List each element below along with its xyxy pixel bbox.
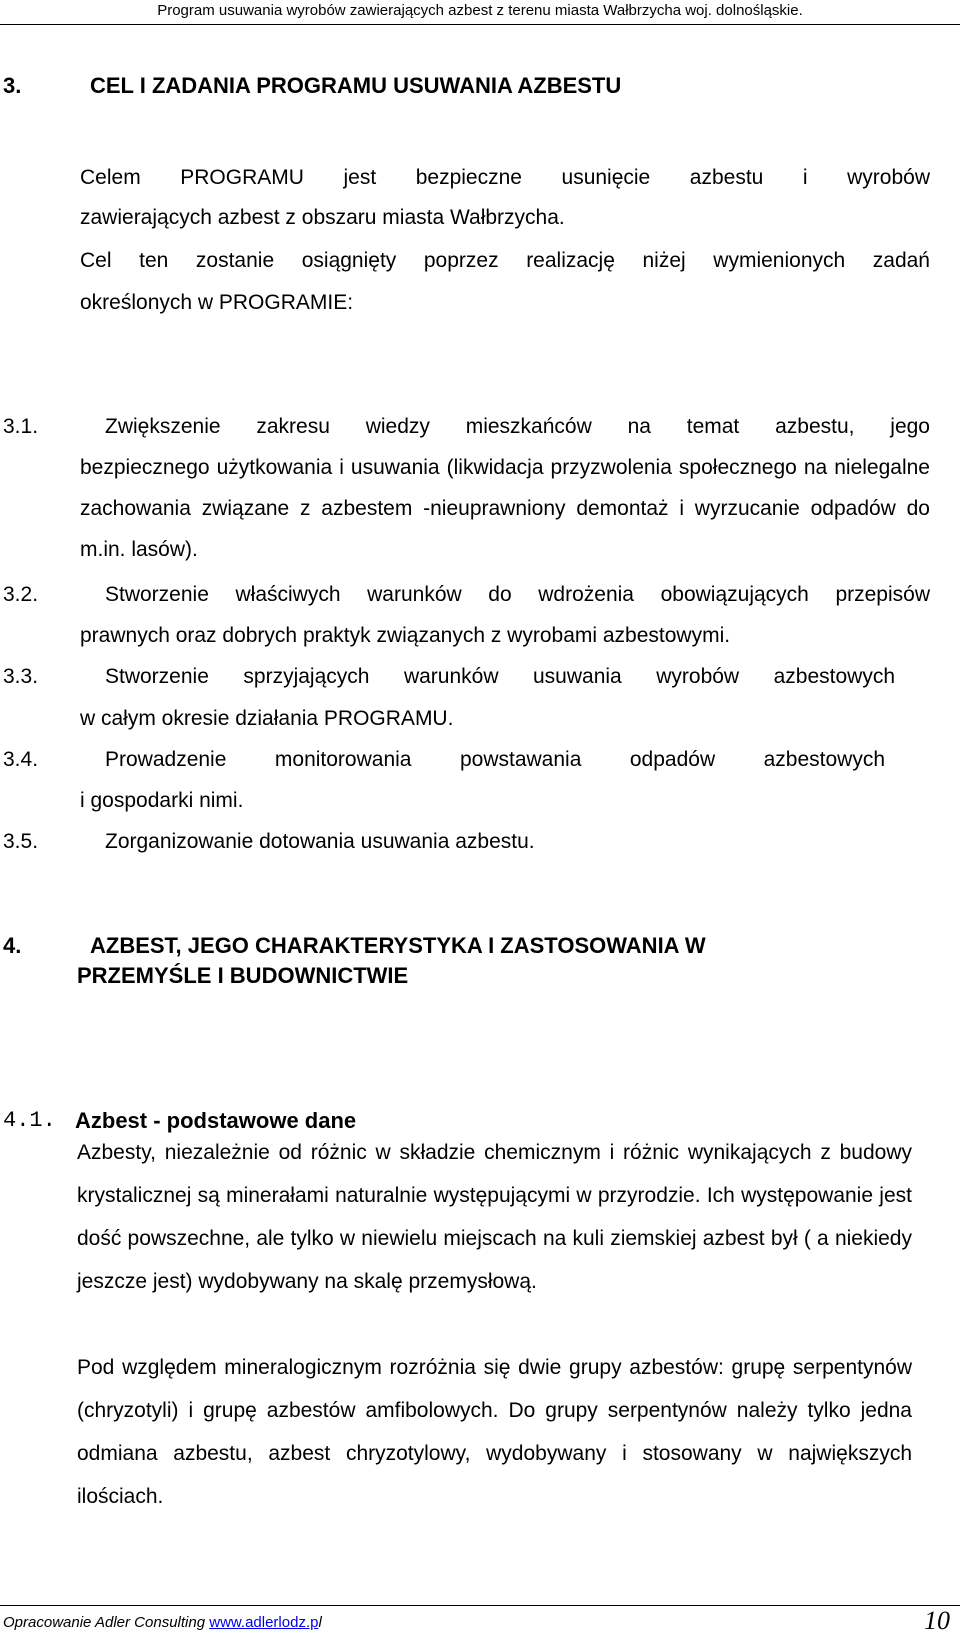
paragraph-azbesty: Azbesty, niezależnie od różnic w składzie chemicznym i różnic wynikających z budowy krystalicznej są minerałami naturalnie występującymi w przyrodzie. Ich występowanie jest dość powszechne, ale tylko w niewielu miejscach na kuli ziemskiej azbest był ( a niekiedy jeszcze jest) wydobywany na skalę przemysłową. [77,1141,912,1293]
section-4-title-line-1: AZBEST, JEGO CHARAKTERYSTYKA I ZASTOSOWANIA W [90,933,706,958]
header-divider [0,24,960,25]
paragraph-mineralogia: Pod względem mineralogicznym rozróżnia się dwie grupy azbestów: grupę serpentynów (chryzotyli) i grupę azbestów amfibolowych. Do grupy serpentynów należy tylko jedna odmiana azbestu, azbest chryzotylowy, wydobywany i stosowany w największych ilościach. [77,1356,912,1508]
page-header [0,0,960,26]
subsection-4-1-number: 4.1. [3,1108,56,1133]
footer-credit-text: Opracowanie Adler Consulting [3,1614,210,1631]
section-4-title-line-2: PRZEMYŚLE I BUDOWNICTWIE [77,963,409,988]
item-3-4-number: 3.4. [3,748,39,771]
item-3-3-rest: w całym okresie działania PROGRAMU. [80,707,454,730]
item-3-2-rest: prawnych oraz dobrych praktyk związanych z wyrobami azbestowymi. [80,624,731,647]
intro-line-2: zawierających azbest z obszaru miasta Wałbrzycha. [80,206,565,229]
item-3-2-first-line: Stworzenie właściwych warunków do wdrożenia obowiązujących przepisów [105,583,930,606]
item-3-5-number: 3.5. [3,830,39,853]
section-4-number: 4. [3,933,22,958]
intro-line-1: Celem PROGRAMU jest bezpieczne usunięcie azbestu i wyrobów [80,166,930,189]
footer-divider [0,1605,960,1606]
footer-website-link[interactable]: www.adlerlodz.p [209,1614,319,1631]
item-3-1-rest: bezpiecznego użytkowania i usuwania (likwidacja przyzwolenia społecznego na nielegalne zachowania związane z azbestem -nieuprawniony demontaż i wyrzucanie odpadów do m.in. lasów). [80,456,930,561]
item-3-3-first-line: Stworzenie sprzyjających warunków usuwania wyrobów azbestowych [105,665,895,688]
section-3-title: CEL I ZADANIA PROGRAMU USUWANIA AZBESTU [90,73,622,98]
subsection-4-1-title: Azbest - podstawowe dane [75,1108,357,1133]
item-3-2-number: 3.2. [3,583,39,606]
section-3-number: 3. [3,73,22,98]
header-title: Program usuwania wyrobów zawierających azbest z terenu miasta Wałbrzycha woj. dolnośląskie. [157,2,803,19]
item-3-4-first-line: Prowadzenie monitorowania powstawania odpadów azbestowych [105,748,885,771]
item-3-3-number: 3.3. [3,665,39,688]
intro-line-4: określonych w PROGRAMIE: [80,291,354,314]
footer-credit [3,1614,322,1632]
page-number: 10 [924,1606,950,1635]
intro-line-3: Cel ten zostanie osiągnięty poprzez realizację niżej wymienionych zadań [80,249,930,272]
item-3-1-first-line: Zwiększenie zakresu wiedzy mieszkańców na temat azbestu, jego [105,415,930,438]
item-3-1-number: 3.1. [3,415,39,438]
footer-credit-suffix: l [318,1614,322,1631]
item-3-4-rest: i gospodarki nimi. [80,789,244,812]
item-3-5-first-line: Zorganizowanie dotowania usuwania azbestu. [105,830,535,853]
